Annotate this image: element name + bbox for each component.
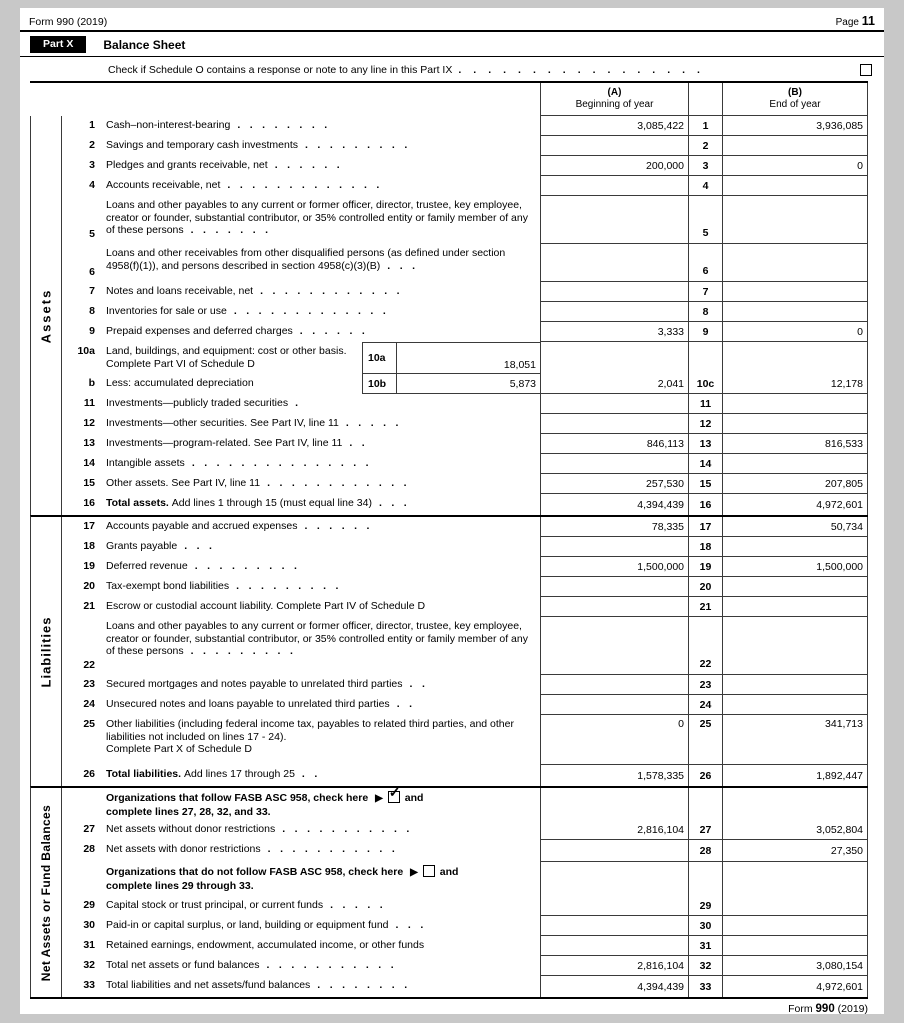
line-number-mid: 9	[688, 322, 723, 342]
line-number: 18	[83, 540, 95, 552]
col-a-value	[540, 617, 688, 675]
col-a-value: 2,816,104	[540, 956, 688, 976]
section-net-assets-or-fund-balances	[30, 786, 868, 997]
line-number: 21	[83, 600, 95, 612]
line-29	[62, 896, 868, 916]
line-label: Loans and other receivables from other disqualified persons (as defined under section 4958(f)(1)), and persons described in section 4958(c)(3)(B) ...	[106, 247, 506, 272]
line-31	[62, 936, 868, 956]
col-b-value: 12,178	[723, 342, 868, 394]
schedule-o-check-text: Check if Schedule O contains a response or note to any line in this Part IX	[108, 63, 453, 76]
col-a-value	[540, 577, 688, 597]
line-number: 33	[83, 979, 95, 991]
col-b-value	[723, 414, 868, 434]
dot-leader: .........	[236, 580, 348, 592]
line-33	[62, 976, 868, 997]
line-label: Retained earnings, endowment, accumulated income, or other funds	[106, 939, 425, 951]
section-sidebar	[31, 116, 62, 515]
line-number: 5	[89, 228, 95, 240]
line-number-mid: 15	[688, 474, 723, 494]
line-number-mid: 4	[688, 176, 723, 196]
col-b-value	[723, 136, 868, 156]
line-number: 30	[83, 919, 95, 931]
line-13	[62, 434, 868, 454]
col-a-value	[540, 936, 688, 956]
line-19	[62, 557, 868, 577]
line-number-mid: 11	[688, 394, 723, 414]
line-number: 32	[83, 959, 95, 971]
sub-box-label: 10a	[363, 343, 397, 373]
line-15	[62, 474, 868, 494]
dot-leader: ...	[395, 919, 433, 931]
col-a-value: 1,578,335	[540, 765, 688, 786]
schedule-o-check-row	[20, 57, 884, 81]
col-b-value	[723, 176, 868, 196]
line-label: Less: accumulated depreciation	[106, 377, 254, 389]
dot-leader: ..	[301, 768, 327, 780]
col-a-value	[540, 537, 688, 557]
col-a-value: 4,394,439	[540, 976, 688, 997]
col-b-value	[723, 394, 868, 414]
line-number-mid: 21	[688, 597, 723, 617]
line-10ab-left	[62, 342, 540, 394]
line-label-bold: Total liabilities.	[106, 768, 184, 780]
col-b-value	[723, 302, 868, 322]
line-number-empty	[62, 788, 104, 820]
col-a-value	[540, 840, 688, 862]
section-rows	[62, 116, 868, 515]
col-b-value: 3,936,085	[723, 116, 868, 136]
fasb-line1: Organizations that do not follow FASB ASC 958, check here ▶ and	[106, 866, 459, 878]
line-number: 11	[83, 397, 95, 409]
col-a-value	[540, 394, 688, 414]
line-5	[62, 196, 868, 244]
fasb-header-text	[104, 788, 540, 820]
col-b-value: 4,972,601	[723, 494, 868, 515]
line-number-mid: 29	[688, 896, 723, 916]
fasb-line2: complete lines 27, 28, 32, and 33.	[106, 805, 271, 818]
line-number-mid: 7	[688, 282, 723, 302]
line-label: Accounts payable and accrued expenses ......	[106, 520, 379, 532]
page-footer: Form 990 (2019)	[788, 1003, 868, 1015]
col-a-value: 4,394,439	[540, 494, 688, 515]
line-number: 15	[83, 477, 95, 489]
col-a-value	[540, 136, 688, 156]
fasb-checkbox-unchecked[interactable]	[423, 865, 435, 877]
col-b-value	[723, 537, 868, 557]
line-number: 20	[83, 580, 95, 592]
line-27	[62, 820, 868, 840]
col-b-value: 1,892,447	[723, 765, 868, 786]
line-number-mid: 17	[688, 517, 723, 537]
line-number: 3	[89, 159, 95, 171]
table-sections	[30, 116, 868, 997]
sub-box-value: 5,873	[509, 377, 536, 390]
sub-box-10a	[362, 342, 540, 374]
line-label: Unsecured notes and loans payable to unrelated third parties ..	[106, 698, 422, 710]
line-label: Pledges and grants receivable, net ......	[106, 159, 350, 171]
page-header	[20, 11, 884, 32]
col-a-value	[540, 695, 688, 715]
col-a-value: 0	[540, 715, 688, 765]
schedule-o-checkbox[interactable]	[860, 64, 872, 76]
line-label: Total liabilities. Add lines 17 through 25 ..	[106, 768, 327, 780]
dot-leader: ...........	[267, 843, 405, 855]
dot-leader: .........	[190, 645, 303, 657]
col-b-value: 207,805	[723, 474, 868, 494]
form-id-text: Form 990 (2019)	[29, 16, 108, 28]
section-rows	[62, 788, 868, 997]
section-label: Liabilities	[38, 616, 54, 687]
sub-box-label: 10b	[363, 374, 397, 393]
section-liabilities	[30, 515, 868, 786]
line-number: 22	[83, 659, 95, 671]
col-b-value	[723, 196, 868, 244]
dot-leader: .............	[233, 305, 396, 317]
col-a-value	[540, 597, 688, 617]
line-label: Capital stock or trust principal, or current funds .....	[106, 899, 393, 911]
line-number-mid: 33	[688, 976, 723, 997]
dot-leader: ......	[304, 520, 379, 532]
col-b-value: 0	[723, 322, 868, 342]
line-label: Prepaid expenses and deferred charges ......	[106, 325, 375, 337]
dot-leader: ..	[349, 437, 375, 449]
part-header	[20, 32, 884, 57]
part-title: Balance Sheet	[103, 37, 186, 52]
section-label: Assets	[38, 288, 54, 343]
col-a-value: 3,085,422	[540, 116, 688, 136]
line-label: Deferred revenue .........	[106, 560, 307, 572]
line-17	[62, 517, 868, 537]
col-b-value: 0	[723, 156, 868, 176]
dot-leader: .........	[305, 139, 417, 151]
line-label: Tax-exempt bond liabilities .........	[106, 580, 348, 592]
pointer-icon: ▶	[410, 867, 418, 878]
dot-leader: ..	[396, 698, 422, 710]
line-14	[62, 454, 868, 474]
col-a-value	[540, 414, 688, 434]
line-number-mid: 8	[688, 302, 723, 322]
line-number-mid: 6	[688, 244, 723, 282]
col-a-value: 3,333	[540, 322, 688, 342]
dot-leader: .......	[190, 224, 278, 236]
col-b-value	[723, 862, 868, 896]
line-label: Loans and other payables to any current or former officer, director, trustee, key employee, creator or founder, substantial contributor, or 35% controlled entity or family member of any of these persons .........	[106, 620, 528, 657]
line-number: 24	[83, 698, 95, 710]
col-a-value: 78,335	[540, 517, 688, 537]
line-number-mid: 26	[688, 765, 723, 786]
line-23	[62, 675, 868, 695]
line-number: 4	[89, 179, 95, 191]
line-number: 29	[83, 899, 95, 911]
line-25	[62, 715, 868, 765]
line-number: 16	[83, 497, 95, 509]
line-number: b	[88, 377, 95, 389]
col-a-value	[540, 454, 688, 474]
col-b-value: 50,734	[723, 517, 868, 537]
dot-leader: .............	[227, 179, 389, 191]
line-10ab-block	[62, 342, 868, 394]
section-sidebar	[31, 788, 62, 997]
line-number: 8	[89, 305, 95, 317]
dot-leader: ...	[387, 259, 425, 272]
line-3	[62, 156, 868, 176]
line-number-mid: 18	[688, 537, 723, 557]
fasb-line1: Organizations that follow FASB ASC 958, check here ▶ ✓ and	[106, 791, 536, 806]
line-label: Loans and other payables to any current or former officer, director, trustee, key employee, creator or founder, substantial contributor, or 35% controlled entity or family member of any of these persons .......	[106, 199, 528, 236]
line-number-mid: 25	[688, 715, 723, 765]
line-number: 2	[89, 139, 95, 151]
line-number-mid: 14	[688, 454, 723, 474]
line-number: 7	[89, 285, 95, 297]
line-number-mid: 10c	[688, 342, 723, 394]
dot-leader: ...	[378, 497, 417, 509]
line-number: 19	[83, 560, 95, 572]
line-number-mid: 3	[688, 156, 723, 176]
line-18	[62, 537, 868, 557]
line-label: Land, buildings, and equipment: cost or other basis. Complete Part VI of Schedule D	[106, 345, 347, 370]
sub-box-value: 18,051	[503, 359, 536, 371]
line-number-empty	[62, 862, 104, 896]
line-1	[62, 116, 868, 136]
line-number: 1	[89, 119, 95, 131]
pointer-icon: ▶	[375, 793, 383, 804]
line-32	[62, 956, 868, 976]
col-a-value: 257,530	[540, 474, 688, 494]
line-label: Investments—program-related. See Part IV, line 11 ..	[106, 437, 375, 449]
col-a-value: 846,113	[540, 434, 688, 454]
col-b-value	[723, 936, 868, 956]
line-7	[62, 282, 868, 302]
col-a-value	[540, 176, 688, 196]
line-number-mid: 13	[688, 434, 723, 454]
line-label: Investments—publicly traded securities .	[106, 397, 308, 409]
fasb-line2: complete lines 29 through 33.	[106, 879, 254, 892]
col-b-value: 3,052,804	[723, 820, 868, 840]
col-b-value: 1,500,000	[723, 557, 868, 577]
section-sidebar	[31, 517, 62, 786]
line-number-mid: 19	[688, 557, 723, 577]
line-number-mid: 22	[688, 617, 723, 675]
line-10b	[62, 374, 540, 394]
line-2	[62, 136, 868, 156]
line-label: Total net assets or fund balances ...........	[106, 959, 404, 971]
line-label: Total assets. Add lines 1 through 15 (must equal line 34) ...	[106, 497, 417, 509]
line-number-mid	[688, 788, 723, 820]
section-assets	[30, 116, 868, 515]
col-b-value: 4,972,601	[723, 976, 868, 997]
line-8	[62, 302, 868, 322]
col-b-value	[723, 244, 868, 282]
col-a-value	[540, 916, 688, 936]
sub-box-10b	[362, 374, 540, 394]
col-a-value	[540, 788, 688, 820]
line-9	[62, 322, 868, 342]
line-number-mid: 28	[688, 840, 723, 862]
line-label: Notes and loans receivable, net ............	[106, 285, 410, 297]
fasb-header-row	[62, 862, 868, 896]
line-4	[62, 176, 868, 196]
line-number-mid: 24	[688, 695, 723, 715]
dot-leader: .	[295, 397, 308, 409]
col-b-header: (B) End of year	[723, 83, 868, 116]
col-b-value	[723, 282, 868, 302]
line-number-mid: 12	[688, 414, 723, 434]
dot-leader: ......	[299, 325, 375, 337]
line-number-mid: 23	[688, 675, 723, 695]
line-26	[62, 765, 868, 786]
line-label: Intangible assets ...............	[106, 457, 379, 469]
col-a-value	[540, 282, 688, 302]
line-number: 12	[83, 417, 95, 429]
dot-leader: ...........	[266, 959, 404, 971]
col-b-value	[723, 454, 868, 474]
line-6	[62, 244, 868, 282]
col-a-value: 200,000	[540, 156, 688, 176]
line-label: Secured mortgages and notes payable to unrelated third parties ..	[106, 678, 435, 690]
column-header-spacer	[30, 83, 540, 116]
line-number: 25	[83, 718, 95, 730]
line-label: Net assets with donor restrictions ...........	[106, 843, 405, 855]
col-b-value: 27,350	[723, 840, 868, 862]
line-12	[62, 414, 868, 434]
line-number: 13	[83, 437, 95, 449]
col-b-value	[723, 597, 868, 617]
line-number: 17	[83, 520, 95, 532]
col-a-value	[540, 862, 688, 896]
line-number-mid: 2	[688, 136, 723, 156]
line-number: 23	[83, 678, 95, 690]
line-number-mid: 31	[688, 936, 723, 956]
line-label-second: Complete Part X of Schedule D	[106, 743, 252, 755]
col-a-value	[540, 302, 688, 322]
col-b-value	[723, 675, 868, 695]
dot-leader: ..	[409, 678, 435, 690]
fasb-header-text	[104, 862, 540, 896]
col-b-value	[723, 788, 868, 820]
form-990-page	[20, 8, 884, 1014]
line-label-bold: Total assets.	[106, 497, 172, 509]
dot-leader: ...........	[282, 823, 419, 835]
dot-leader: .....	[345, 417, 408, 429]
section-label: Net Assets or Fund Balances	[39, 804, 53, 981]
line-number: 31	[83, 939, 95, 951]
col-b-value	[723, 695, 868, 715]
part-badge: Part X	[30, 36, 86, 53]
dot-leader: ............	[260, 285, 410, 297]
col-a-value	[540, 675, 688, 695]
line-label: Total liabilities and net assets/fund balances ........	[106, 979, 417, 991]
line-30	[62, 916, 868, 936]
line-22	[62, 617, 868, 675]
col-b-value: 3,080,154	[723, 956, 868, 976]
page-number: Page 11	[835, 14, 875, 28]
fasb-checkbox-checked[interactable]	[388, 791, 400, 803]
line-label: Investments—other securities. See Part IV, line 11 .....	[106, 417, 408, 429]
line-label: Paid-in or capital surplus, or land, building or equipment fund ...	[106, 919, 433, 931]
dot-leader: .................	[458, 63, 712, 76]
line-label: Accounts receivable, net .............	[106, 179, 389, 191]
line-label: Savings and temporary cash investments .........	[106, 139, 417, 151]
line-number: 9	[89, 325, 95, 337]
line-number-mid: 16	[688, 494, 723, 515]
dot-leader: .........	[194, 560, 307, 572]
col-a-value: 2,041	[540, 342, 688, 394]
line-number: 6	[89, 266, 95, 278]
col-a-value	[540, 196, 688, 244]
line-number: 28	[83, 843, 95, 855]
line-number-mid: 30	[688, 916, 723, 936]
line-number-mid: 20	[688, 577, 723, 597]
line-number-mid: 5	[688, 196, 723, 244]
line-11	[62, 394, 868, 414]
line-label: Other liabilities (including federal income tax, payables to related third parties, and other liabilities not included on lines 17 - 24). Complete Part X of Schedule D	[104, 715, 540, 765]
section-rows	[62, 517, 868, 786]
line-16	[62, 494, 868, 515]
line-number: 10a	[77, 345, 95, 357]
col-b-value	[723, 916, 868, 936]
col-b-value	[723, 577, 868, 597]
dot-leader: ...	[184, 540, 222, 552]
line-20	[62, 577, 868, 597]
col-a-value: 1,500,000	[540, 557, 688, 577]
line-10a	[62, 342, 540, 374]
fasb-header-row	[62, 788, 868, 820]
col-a-value	[540, 896, 688, 916]
line-number-column-header	[688, 83, 723, 116]
line-number: 27	[83, 823, 95, 835]
col-b-value: 816,533	[723, 434, 868, 454]
dot-leader: .....	[330, 899, 393, 911]
col-a-value	[540, 244, 688, 282]
line-28	[62, 840, 868, 862]
dot-leader: ...............	[191, 457, 379, 469]
col-a-value: 2,816,104	[540, 820, 688, 840]
line-label: Grants payable ...	[106, 540, 222, 552]
line-number-mid	[688, 862, 723, 896]
dot-leader: ........	[317, 979, 417, 991]
line-label: Net assets without donor restrictions ...........	[106, 823, 419, 835]
col-b-value	[723, 896, 868, 916]
dot-leader: ........	[237, 119, 337, 131]
col-b-value	[723, 617, 868, 675]
line-number-mid: 27	[688, 820, 723, 840]
line-24	[62, 695, 868, 715]
col-b-value: 341,713	[723, 715, 868, 765]
line-label: Escrow or custodial account liability. Complete Part IV of Schedule D	[106, 600, 426, 612]
dot-leader: ............	[267, 477, 417, 489]
line-21	[62, 597, 868, 617]
dot-leader: ......	[274, 159, 350, 171]
column-header-row	[30, 83, 868, 116]
line-label: Other assets. See Part IV, line 11 ............	[106, 477, 417, 489]
balance-sheet-table	[30, 81, 868, 999]
line-label: Inventories for sale or use .............	[106, 305, 396, 317]
line-label: Cash–non-interest-bearing ........	[106, 119, 337, 131]
line-number: 14	[83, 457, 95, 469]
line-number: 26	[83, 768, 95, 780]
line-number-mid: 32	[688, 956, 723, 976]
col-a-header: (A) Beginning of year	[540, 83, 688, 116]
line-number-mid: 1	[688, 116, 723, 136]
